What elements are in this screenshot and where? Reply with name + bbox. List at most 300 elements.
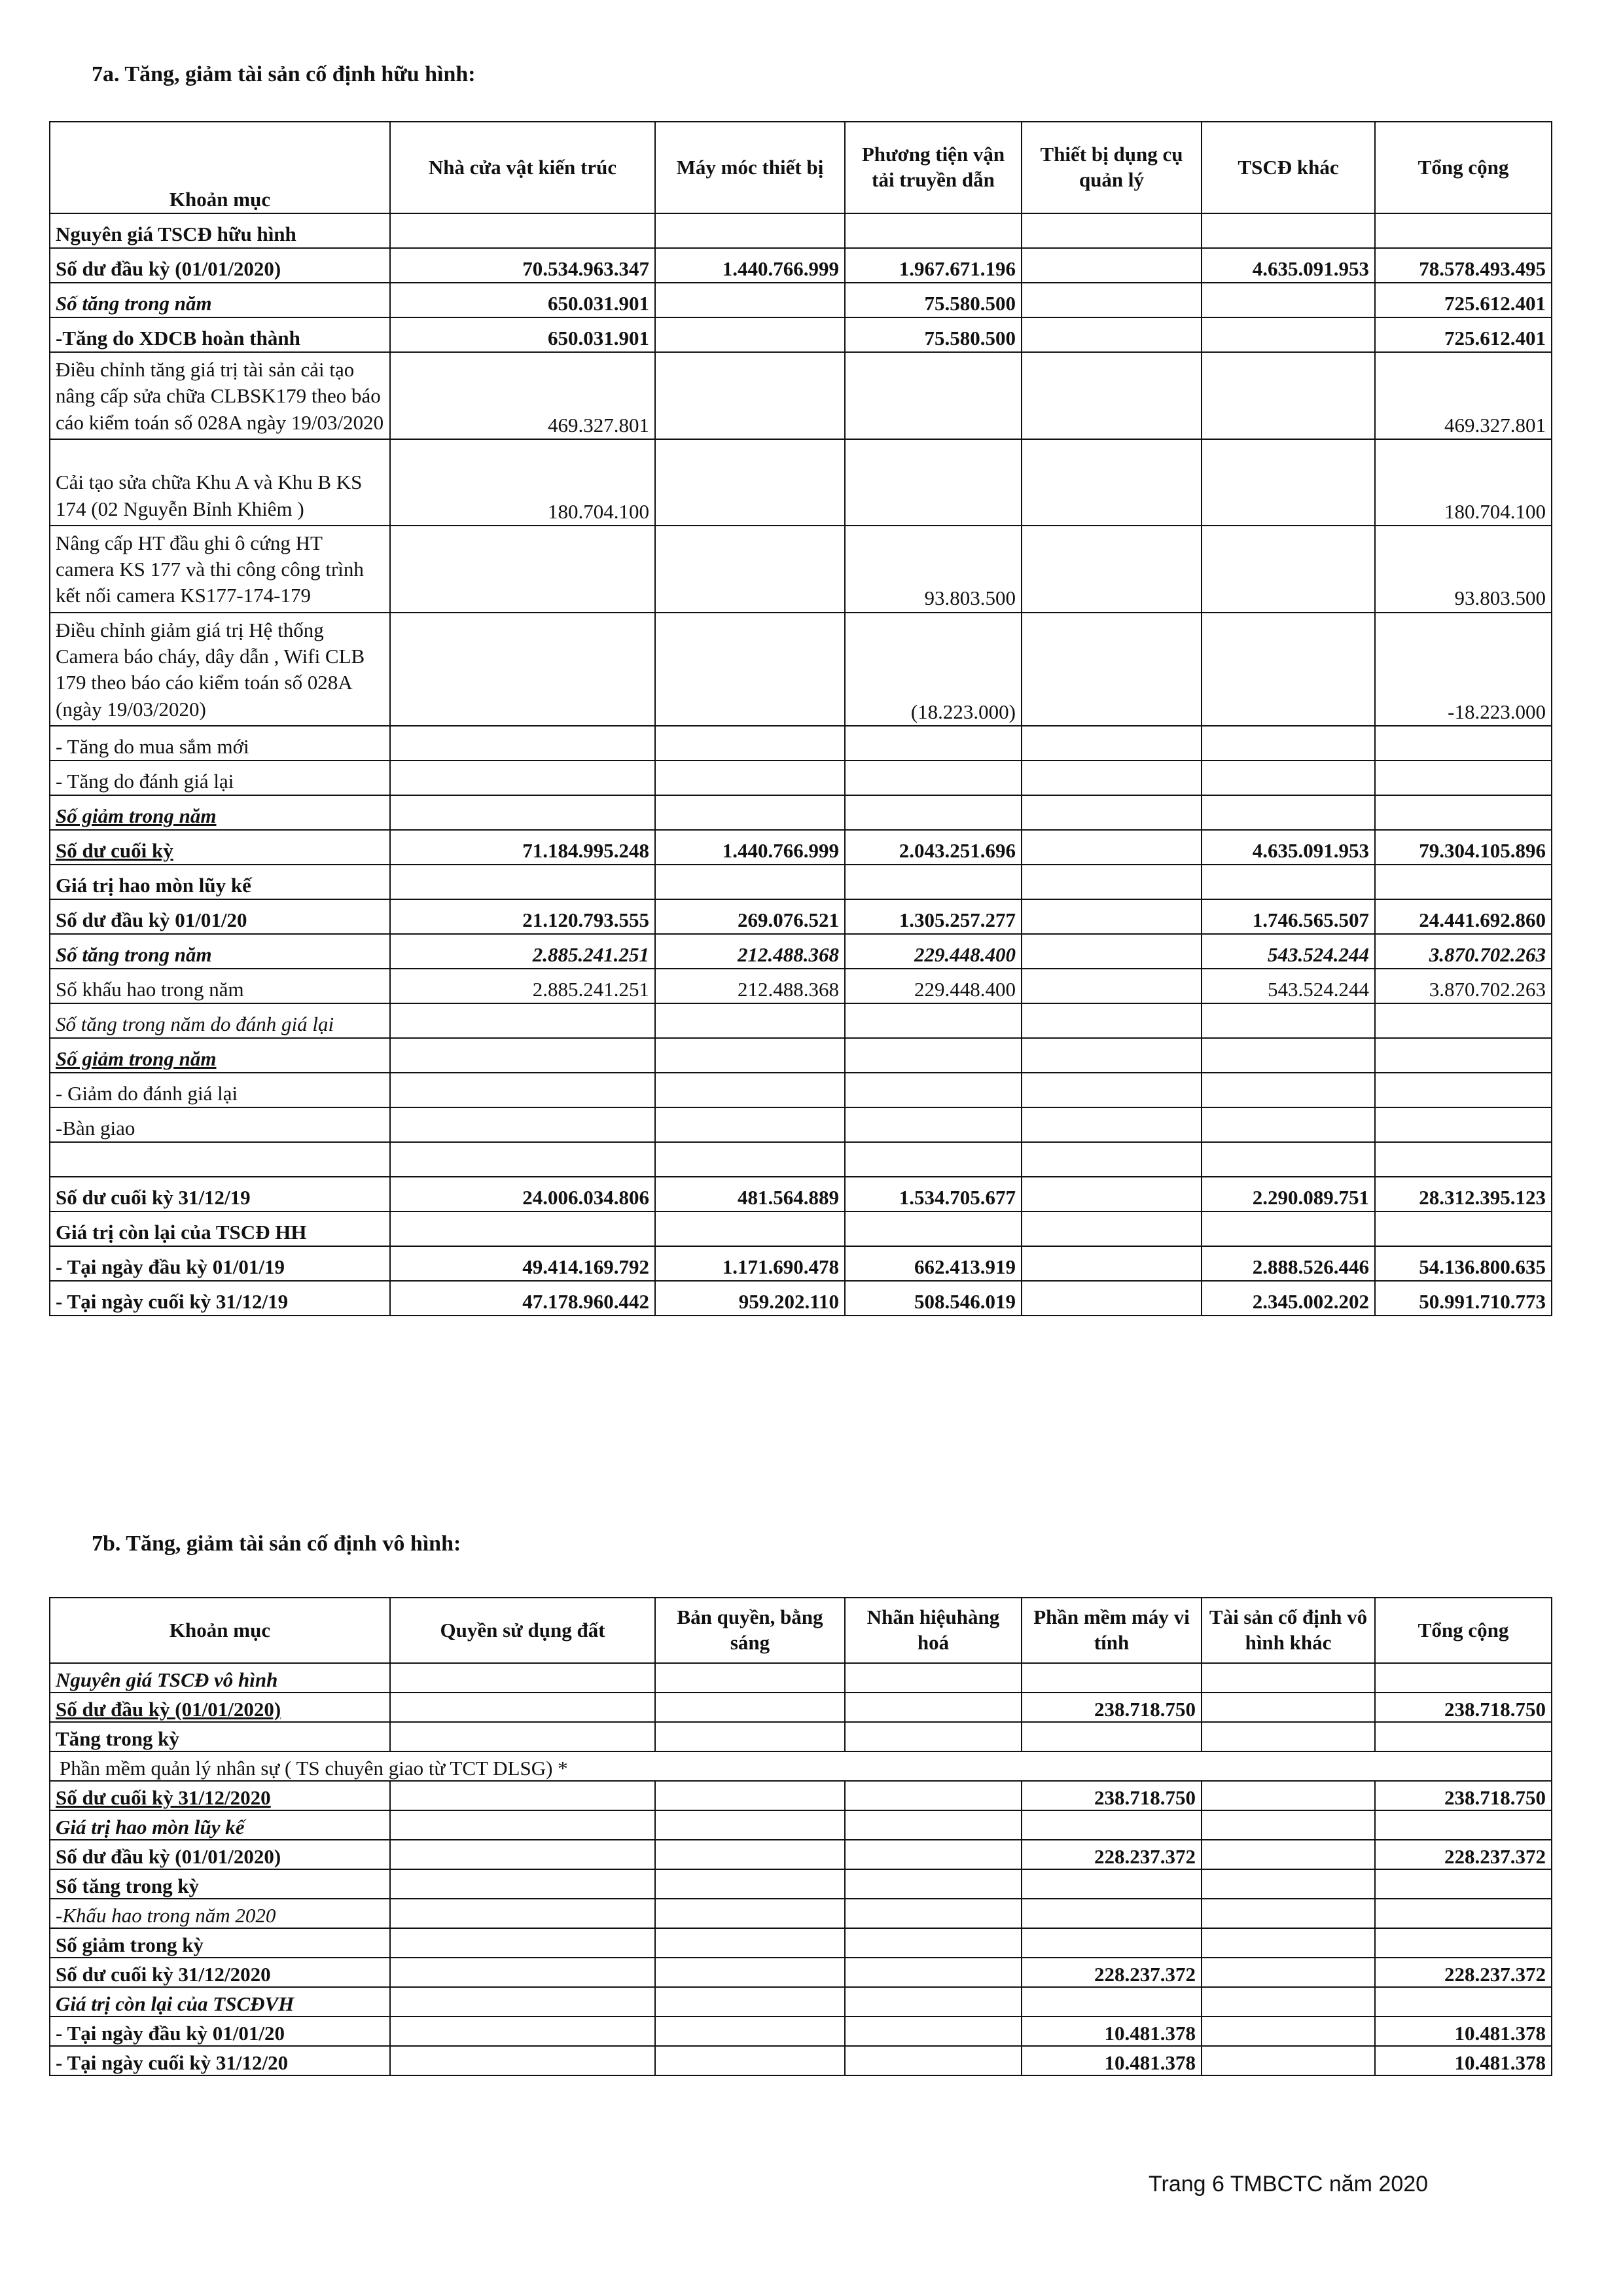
cell-value: [655, 1693, 845, 1722]
table-row: [50, 283, 1552, 317]
table-row: [50, 248, 1552, 283]
cell-value: [390, 1722, 655, 1751]
cell-value: [1202, 795, 1375, 830]
cell-value: [655, 1038, 845, 1073]
cell-value: [1022, 726, 1202, 761]
col-header-trademarks: Nhãn hiệuhàng hoá: [845, 1598, 1022, 1663]
cell-value: [390, 1107, 655, 1142]
table-row: [50, 2017, 1552, 2046]
cell-value: [1202, 1840, 1375, 1869]
cell-value: [1375, 1899, 1552, 1928]
cell-value: [1022, 1281, 1202, 1316]
cell-value: [1202, 1107, 1375, 1142]
cell-value: 212.488.368: [655, 969, 845, 1003]
table-row: [50, 1211, 1552, 1246]
cell-value: 1.967.671.196: [845, 248, 1022, 283]
row-label: Số tăng trong năm: [50, 283, 390, 317]
cell-value: [845, 439, 1022, 526]
cell-value: 75.580.500: [845, 317, 1022, 352]
cell-value: [1022, 526, 1202, 613]
cell-value: 228.237.372: [1022, 1840, 1202, 1869]
cell-value: 650.031.901: [390, 317, 655, 352]
cell-value: [655, 1928, 845, 1958]
cell-value: 180.704.100: [1375, 439, 1552, 526]
section-7a-title: 7a. Tăng, giảm tài sản cố định hữu hình:: [92, 62, 476, 86]
col-header-total: Tổng cộng: [1375, 1598, 1552, 1663]
cell-value: [1202, 1987, 1375, 2017]
cell-value: [845, 213, 1022, 248]
cell-value: [845, 1073, 1022, 1107]
cell-value: [390, 761, 655, 795]
cell-value: 238.718.750: [1375, 1693, 1552, 1722]
cell-value: [1375, 1928, 1552, 1958]
cell-value: 238.718.750: [1022, 1781, 1202, 1810]
cell-value: [1375, 795, 1552, 830]
cell-value: [1375, 1987, 1552, 2017]
table-row: [50, 1107, 1552, 1142]
cell-value: [1022, 1663, 1202, 1693]
cell-value: [390, 1987, 655, 2017]
cell-value: [1202, 1003, 1375, 1038]
cell-value: 1.440.766.999: [655, 830, 845, 865]
row-label: Số dư cuối kỳ 31/12/2020: [50, 1781, 390, 1810]
table-row: [50, 1003, 1552, 1038]
cell-value: [1022, 761, 1202, 795]
cell-value: 508.546.019: [845, 1281, 1022, 1316]
cell-value: [1022, 1869, 1202, 1899]
cell-value: 1.305.257.277: [845, 899, 1022, 934]
table-row: [50, 1869, 1552, 1899]
table-row: [50, 1781, 1552, 1810]
cell-value: [655, 1211, 845, 1246]
row-label: Cải tạo sửa chữa Khu A và Khu B KS 174 (02 Nguyễn Bỉnh Khiêm ): [50, 439, 390, 526]
table-row: [50, 865, 1552, 899]
cell-value: [1202, 1781, 1375, 1810]
cell-value: [655, 1810, 845, 1840]
col-header-other-assets: TSCĐ khác: [1202, 122, 1375, 213]
cell-value: [390, 1781, 655, 1810]
cell-value: [845, 1038, 1022, 1073]
table-row: [50, 1840, 1552, 1869]
cell-value: [390, 1840, 655, 1869]
cell-value: [845, 795, 1022, 830]
tangible-assets-body: [50, 213, 1552, 1316]
cell-value: 24.006.034.806: [390, 1177, 655, 1211]
cell-value: [1022, 830, 1202, 865]
table-row: [50, 1281, 1552, 1316]
table-row: [50, 1073, 1552, 1107]
cell-value: [1022, 1899, 1202, 1928]
row-label: - Tại ngày cuối kỳ 31/12/19: [50, 1281, 390, 1316]
cell-value: [1202, 317, 1375, 352]
table-row: [50, 1246, 1552, 1281]
cell-value: [1375, 726, 1552, 761]
cell-value: 959.202.110: [655, 1281, 845, 1316]
cell-value: [1022, 1003, 1202, 1038]
cell-value: 93.803.500: [845, 526, 1022, 613]
cell-value: 70.534.963.347: [390, 248, 655, 283]
row-label: Giá trị hao mòn lũy kế: [50, 865, 390, 899]
cell-value: 180.704.100: [390, 439, 655, 526]
cell-value: [655, 1663, 845, 1693]
cell-value: [1202, 352, 1375, 439]
cell-value: [845, 1693, 1022, 1722]
cell-value: [655, 1781, 845, 1810]
cell-value: [1202, 613, 1375, 726]
cell-value: 2.888.526.446: [1202, 1246, 1375, 1281]
row-label: Số tăng trong năm do đánh giá lại: [50, 1003, 390, 1038]
cell-value: [390, 613, 655, 726]
cell-value: 238.718.750: [1375, 1781, 1552, 1810]
cell-value: 78.578.493.495: [1375, 248, 1552, 283]
cell-value: [1022, 439, 1202, 526]
cell-value: [390, 526, 655, 613]
row-label: Số dư đầu kỳ (01/01/2020): [50, 1693, 390, 1722]
col-header-machinery: Máy móc thiết bị: [655, 122, 845, 213]
cell-value: [1375, 865, 1552, 899]
col-header-other-intangible: Tài sản cố định vô hình khác: [1202, 1598, 1375, 1663]
cell-value: [1202, 1810, 1375, 1840]
row-label: Số dư cuối kỳ 31/12/19: [50, 1177, 390, 1211]
cell-value: [1375, 1142, 1552, 1177]
col-header-buildings: Nhà cửa vật kiến trúc: [390, 122, 655, 213]
table-row: [50, 830, 1552, 865]
cell-value: [655, 1869, 845, 1899]
table-row: [50, 613, 1552, 726]
cell-value: 75.580.500: [845, 283, 1022, 317]
cell-value: [1022, 1987, 1202, 2017]
intangible-assets-body: [50, 1663, 1552, 2075]
cell-value: [655, 1958, 845, 1987]
cell-value: [1202, 1073, 1375, 1107]
row-label: Nguyên giá TSCĐ hữu hình: [50, 213, 390, 248]
cell-value: [1022, 934, 1202, 969]
cell-value: 28.312.395.123: [1375, 1177, 1552, 1211]
cell-value: [845, 2046, 1022, 2075]
cell-value: [1022, 795, 1202, 830]
cell-value: [845, 1107, 1022, 1142]
row-label: Số dư đầu kỳ (01/01/2020): [50, 248, 390, 283]
cell-value: [845, 1722, 1022, 1751]
cell-value: 4.635.091.953: [1202, 248, 1375, 283]
cell-value: 269.076.521: [655, 899, 845, 934]
cell-value: 3.870.702.263: [1375, 969, 1552, 1003]
cell-value: 71.184.995.248: [390, 830, 655, 865]
cell-value: [1022, 969, 1202, 1003]
table-row: [50, 1958, 1552, 1987]
cell-value: [390, 795, 655, 830]
cell-value: [390, 1869, 655, 1899]
cell-value: [390, 1693, 655, 1722]
cell-value: [1022, 865, 1202, 899]
table-intangible-assets: [49, 1597, 1552, 2076]
cell-value: 2.885.241.251: [390, 969, 655, 1003]
row-label: Số giảm trong năm: [50, 1038, 390, 1073]
cell-value: [655, 1722, 845, 1751]
row-label: Số dư đầu kỳ (01/01/2020): [50, 1840, 390, 1869]
cell-value: [390, 1038, 655, 1073]
table-row: [50, 1722, 1552, 1751]
cell-value: [390, 1003, 655, 1038]
cell-value: 229.448.400: [845, 969, 1022, 1003]
cell-value: 1.440.766.999: [655, 248, 845, 283]
cell-value: 79.304.105.896: [1375, 830, 1552, 865]
row-label: Giá trị còn lại của TSCĐVH: [50, 1987, 390, 2017]
cell-value: [1375, 1869, 1552, 1899]
table-row: [50, 1142, 1552, 1177]
cell-value: [1022, 899, 1202, 934]
cell-value: [655, 1899, 845, 1928]
row-label: Số dư đầu kỳ 01/01/20: [50, 899, 390, 934]
row-label: - Tăng do đánh giá lại: [50, 761, 390, 795]
cell-value: 10.481.378: [1022, 2046, 1202, 2075]
cell-value: [390, 213, 655, 248]
cell-value: [1202, 1958, 1375, 1987]
row-label: Số tăng trong kỳ: [50, 1869, 390, 1899]
cell-value: [390, 2017, 655, 2046]
cell-value: 2.885.241.251: [390, 934, 655, 969]
cell-value: [845, 726, 1022, 761]
cell-value: [655, 761, 845, 795]
cell-value: 238.718.750: [1022, 1693, 1202, 1722]
cell-value: [845, 2017, 1022, 2046]
section-7b-title: 7b. Tăng, giảm tài sản cố định vô hình:: [92, 1532, 461, 1556]
cell-value: 4.635.091.953: [1202, 830, 1375, 865]
table-row: [50, 1177, 1552, 1211]
cell-value: [845, 1958, 1022, 1987]
cell-value: [655, 2017, 845, 2046]
cell-value: 650.031.901: [390, 283, 655, 317]
row-label: - Tại ngày đầu kỳ 01/01/19: [50, 1246, 390, 1281]
table-row: [50, 1663, 1552, 1693]
cell-value: [1202, 283, 1375, 317]
row-label: Điều chỉnh giảm giá trị Hệ thống Camera báo cháy, dây dẫn , Wifi CLB 179 theo báo cáo kiểm toán số 028A (ngày 19/03/2020): [50, 613, 390, 726]
cell-value: [655, 352, 845, 439]
row-label: Tăng trong kỳ: [50, 1722, 390, 1751]
cell-value: 662.413.919: [845, 1246, 1022, 1281]
cell-value: [655, 213, 845, 248]
row-label: Số khấu hao trong năm: [50, 969, 390, 1003]
cell-value: 725.612.401: [1375, 283, 1552, 317]
cell-value: [845, 1987, 1022, 2017]
table-row: [50, 1751, 1552, 1781]
cell-value: [1022, 613, 1202, 726]
cell-value: [655, 1107, 845, 1142]
cell-value: [1375, 1073, 1552, 1107]
row-label: Nâng cấp HT đầu ghi ô cứng HT camera KS 177 và thi công công trình kết nối camera KS177-174-179: [50, 526, 390, 613]
row-label: Giá trị hao mòn lũy kế: [50, 1810, 390, 1840]
table-row: [50, 213, 1552, 248]
table-row: [50, 899, 1552, 934]
cell-value: [1022, 1928, 1202, 1958]
cell-value: [390, 1073, 655, 1107]
table-row: [50, 1693, 1552, 1722]
cell-value: [655, 1142, 845, 1177]
table-row: [50, 2046, 1552, 2075]
cell-value: 543.524.244: [1202, 969, 1375, 1003]
cell-value: [390, 2046, 655, 2075]
col-header-vehicles: Phương tiện vận tải truyền dẫn: [845, 122, 1022, 213]
table-row: [50, 969, 1552, 1003]
cell-value: [655, 2046, 845, 2075]
cell-value: 2.345.002.202: [1202, 1281, 1375, 1316]
cell-value: [655, 317, 845, 352]
col-header-land-use-rights: Quyền sử dụng đất: [390, 1598, 655, 1663]
cell-value: [655, 283, 845, 317]
cell-value: [655, 1987, 845, 2017]
cell-value: 229.448.400: [845, 934, 1022, 969]
table-row: [50, 726, 1552, 761]
row-label: -Bàn giao: [50, 1107, 390, 1142]
cell-value: [1202, 1693, 1375, 1722]
cell-value: [1375, 1003, 1552, 1038]
cell-value: 54.136.800.635: [1375, 1246, 1552, 1281]
cell-value: [1022, 248, 1202, 283]
cell-value: 725.612.401: [1375, 317, 1552, 352]
row-label: - Tại ngày cuối kỳ 31/12/20: [50, 2046, 390, 2075]
cell-value: [845, 352, 1022, 439]
cell-value: [1375, 1211, 1552, 1246]
col-header-item: Khoản mục: [50, 1598, 390, 1663]
cell-value: [845, 1003, 1022, 1038]
col-header-total: Tổng cộng: [1375, 122, 1552, 213]
cell-value: [1022, 1177, 1202, 1211]
row-label: -Tăng do XDCB hoàn thành: [50, 317, 390, 352]
cell-value: [390, 1899, 655, 1928]
cell-value: [1202, 1211, 1375, 1246]
cell-value: 3.870.702.263: [1375, 934, 1552, 969]
cell-value: [1375, 1107, 1552, 1142]
cell-value: -18.223.000: [1375, 613, 1552, 726]
row-label: Điều chỉnh tăng giá trị tài sản cải tạo nâng cấp sửa chữa CLBSK179 theo báo cáo kiểm toán số 028A ngày 19/03/2020: [50, 352, 390, 439]
cell-value: [1375, 1038, 1552, 1073]
cell-value: [1202, 761, 1375, 795]
cell-value: [1202, 726, 1375, 761]
cell-value: [845, 1663, 1022, 1693]
cell-value: [1202, 1928, 1375, 1958]
cell-value: [845, 1211, 1022, 1246]
table-row: [50, 352, 1552, 439]
cell-value: 469.327.801: [390, 352, 655, 439]
cell-value: [1375, 761, 1552, 795]
cell-value: 481.564.889: [655, 1177, 845, 1211]
cell-value: [845, 865, 1022, 899]
cell-value: [390, 1142, 655, 1177]
cell-value: 10.481.378: [1022, 2017, 1202, 2046]
cell-value: [1375, 1810, 1552, 1840]
cell-value: [1202, 213, 1375, 248]
cell-value: [1022, 317, 1202, 352]
table-row: [50, 1987, 1552, 2017]
row-label: [50, 1142, 390, 1177]
cell-value: [1375, 1663, 1552, 1693]
cell-value: [655, 1003, 845, 1038]
cell-value: [390, 726, 655, 761]
cell-value: [1202, 1899, 1375, 1928]
cell-value: [1022, 1246, 1202, 1281]
cell-value: [1022, 352, 1202, 439]
cell-value: [845, 1899, 1022, 1928]
cell-value: [845, 1928, 1022, 1958]
cell-value: [390, 1211, 655, 1246]
cell-value: [1022, 213, 1202, 248]
table-row: [50, 934, 1552, 969]
cell-value: [390, 1663, 655, 1693]
cell-value: [390, 865, 655, 899]
row-label: - Giảm do đánh giá lại: [50, 1073, 390, 1107]
row-label: - Tại ngày đầu kỳ 01/01/20: [50, 2017, 390, 2046]
cell-value: [1202, 1722, 1375, 1751]
cell-value: 228.237.372: [1022, 1958, 1202, 1987]
table-row: [50, 439, 1552, 526]
cell-value: [655, 613, 845, 726]
cell-value: [1202, 526, 1375, 613]
cell-value: [390, 1958, 655, 1987]
cell-value: [845, 761, 1022, 795]
table-row: [50, 795, 1552, 830]
cell-value: 2.290.089.751: [1202, 1177, 1375, 1211]
row-label: Số dư cuối kỳ: [50, 830, 390, 865]
row-label: Giá trị còn lại của TSCĐ HH: [50, 1211, 390, 1246]
cell-value: [655, 439, 845, 526]
col-header-office-equipment: Thiết bị dụng cụ quản lý: [1022, 122, 1202, 213]
cell-value: 228.237.372: [1375, 1840, 1552, 1869]
cell-value: 469.327.801: [1375, 352, 1552, 439]
cell-value: [655, 865, 845, 899]
row-label: - Tăng do mua sắm mới: [50, 726, 390, 761]
cell-value: [1202, 439, 1375, 526]
cell-value: 2.043.251.696: [845, 830, 1022, 865]
cell-value: [1202, 1038, 1375, 1073]
col-header-item: Khoản mục: [50, 122, 390, 213]
cell-value: [1022, 1142, 1202, 1177]
table-row: [50, 1928, 1552, 1958]
table-row: [50, 526, 1552, 613]
cell-value: [1202, 2046, 1375, 2075]
cell-value: [655, 526, 845, 613]
table-row: [50, 1038, 1552, 1073]
cell-value: 212.488.368: [655, 934, 845, 969]
cell-value: [655, 1073, 845, 1107]
cell-value: [1022, 1073, 1202, 1107]
cell-value: 543.524.244: [1202, 934, 1375, 969]
row-label: Nguyên giá TSCĐ vô hình: [50, 1663, 390, 1693]
cell-value: [390, 1928, 655, 1958]
row-label: Số dư cuối kỳ 31/12/2020: [50, 1958, 390, 1987]
cell-value: 228.237.372: [1375, 1958, 1552, 1987]
table-row: [50, 1899, 1552, 1928]
cell-value: [1022, 1107, 1202, 1142]
col-header-copyrights: Bản quyền, bằng sáng: [655, 1598, 845, 1663]
table-row: [50, 761, 1552, 795]
cell-value: [390, 1810, 655, 1840]
cell-value: [655, 726, 845, 761]
cell-value: [1202, 1142, 1375, 1177]
cell-value: [1202, 1663, 1375, 1693]
cell-value: [1022, 1211, 1202, 1246]
row-label: Số giảm trong năm: [50, 795, 390, 830]
cell-value: 21.120.793.555: [390, 899, 655, 934]
col-header-software: Phần mềm máy vi tính: [1022, 1598, 1202, 1663]
cell-value: [1375, 213, 1552, 248]
cell-value: 49.414.169.792: [390, 1246, 655, 1281]
cell-value: [655, 795, 845, 830]
cell-value: [1375, 1722, 1552, 1751]
cell-value: [655, 1840, 845, 1869]
row-label: Số tăng trong năm: [50, 934, 390, 969]
cell-value: [845, 1869, 1022, 1899]
row-label: -Khấu hao trong năm 2020: [50, 1899, 390, 1928]
